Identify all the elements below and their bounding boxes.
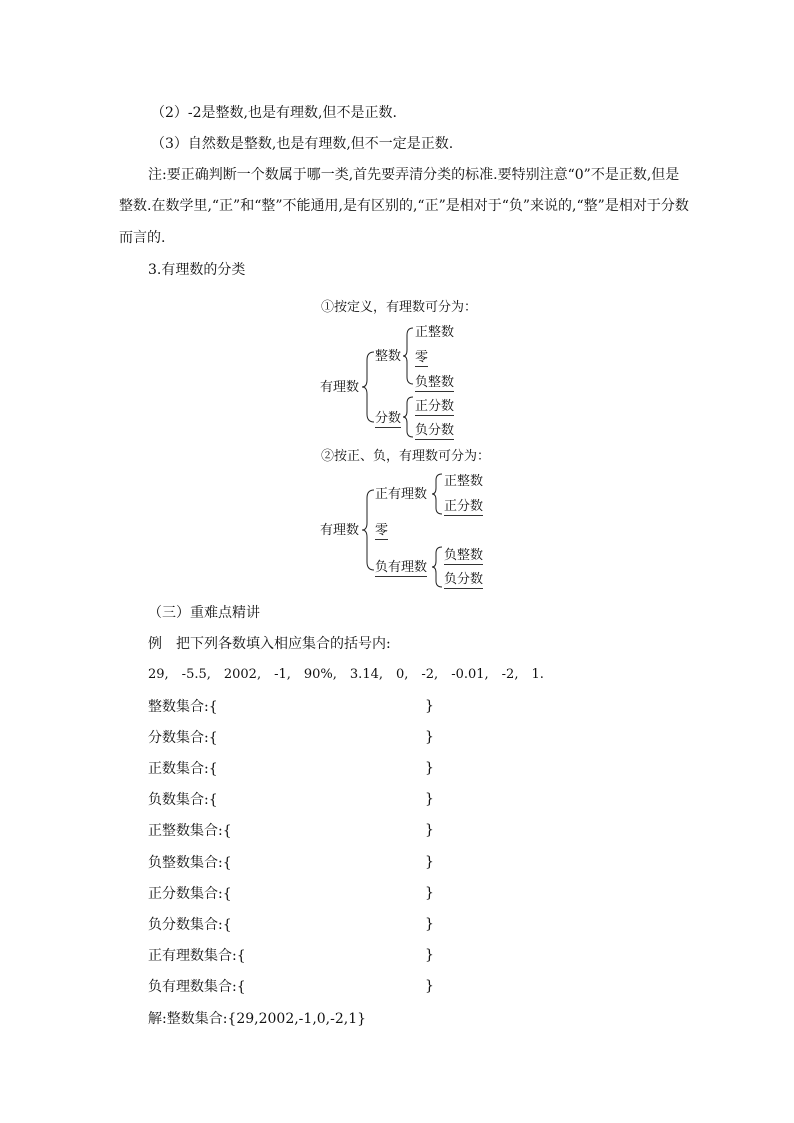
diagram2-branch-negative: 负有理数	[375, 556, 427, 577]
diagram2-positive-brace	[432, 474, 444, 514]
set-close-positive-rational: }	[425, 947, 434, 963]
number-list: 29, -5.5, 2002, -1, 90%, 3.14, 0, -2, -0.01, -2, 1.	[148, 667, 544, 682]
diagram1-root-brace	[362, 352, 376, 422]
diagram1-title: ①按定义，有理数可分为：	[321, 300, 478, 315]
paragraph-3: （3）自然数是整数,也是有理数,但不一定是正数.	[151, 136, 454, 152]
diagram1-branch-integer: 整数	[375, 349, 402, 364]
note-line-1: 注:要正确判断一个数属于哪一类,首先要弄清分类的标准.要特别注意“0”不是正数,但是	[148, 167, 680, 183]
diagram2-negative-item-2: 负分数	[444, 568, 483, 589]
set-close-negative-rational: }	[425, 978, 434, 994]
diagram1-branch-fraction: 分数	[375, 407, 401, 428]
diagram1-integer-item-3: 负整数	[415, 371, 454, 392]
diagram1-fraction-item-1: 正分数	[415, 395, 454, 416]
diagram1-integer-item-1: 正整数	[415, 325, 455, 340]
diagram1-integer-brace	[403, 328, 415, 384]
diagram2-positive-item-1: 正整数	[444, 474, 484, 489]
example-prompt: 例 把下列各数填入相应集合的括号内:	[148, 636, 391, 652]
diagram2-root: 有理数	[320, 523, 360, 538]
diagram1-root: 有理数	[320, 380, 360, 395]
diagram1-fraction-brace	[403, 397, 415, 437]
set-label-positive-fraction: 正分数集合:{	[148, 886, 232, 902]
diagram2-negative-item-1: 负整数	[444, 544, 483, 565]
solution-line: 解:整数集合:{29,2002,-1,0,-2,1}	[148, 1011, 367, 1027]
diagram2-zero: 零	[375, 519, 388, 540]
diagram1-integer-item-2: 零	[415, 346, 428, 367]
set-close-integer: }	[425, 698, 434, 714]
diagram2-title: ②按正、负，有理数可分为：	[321, 449, 491, 464]
note-line-2: 整数.在数学里,“正”和“整”不能通用,是有区别的,“正”是相对于“负”来说的,“整”是相对于分数	[119, 198, 689, 214]
paragraph-2: （2）-2是整数,也是有理数,但不是正数.	[151, 105, 397, 121]
diagram1-fraction-item-2: 负分数	[415, 419, 454, 440]
set-close-positive-fraction: }	[425, 885, 434, 901]
note-line-3: 而言的.	[119, 230, 166, 246]
set-close-positive: }	[425, 760, 434, 776]
set-close-negative: }	[425, 791, 434, 807]
set-close-negative-fraction: }	[425, 916, 434, 932]
diagram2-negative-brace	[432, 547, 444, 587]
diagram2-root-brace	[362, 490, 376, 570]
set-label-fraction: 分数集合:{	[148, 730, 218, 746]
diagram2-branch-positive: 正有理数	[375, 487, 428, 502]
set-label-negative: 负数集合:{	[148, 792, 218, 808]
set-close-negative-integer: }	[425, 854, 434, 870]
set-label-positive-integer: 正整数集合:{	[148, 823, 232, 839]
set-label-negative-fraction: 负分数集合:{	[148, 917, 232, 933]
section-heading: （三）重难点精讲	[148, 605, 260, 621]
heading-classification: 3.有理数的分类	[148, 262, 246, 278]
set-label-positive: 正数集合:{	[148, 761, 218, 777]
set-close-fraction: }	[425, 729, 434, 745]
diagram2-positive-item-2: 正分数	[444, 495, 483, 516]
set-label-negative-integer: 负整数集合:{	[148, 855, 232, 871]
set-label-positive-rational: 正有理数集合:{	[148, 948, 246, 964]
set-label-integer: 整数集合:{	[148, 699, 218, 715]
set-close-positive-integer: }	[425, 822, 434, 838]
set-label-negative-rational: 负有理数集合:{	[148, 979, 246, 995]
